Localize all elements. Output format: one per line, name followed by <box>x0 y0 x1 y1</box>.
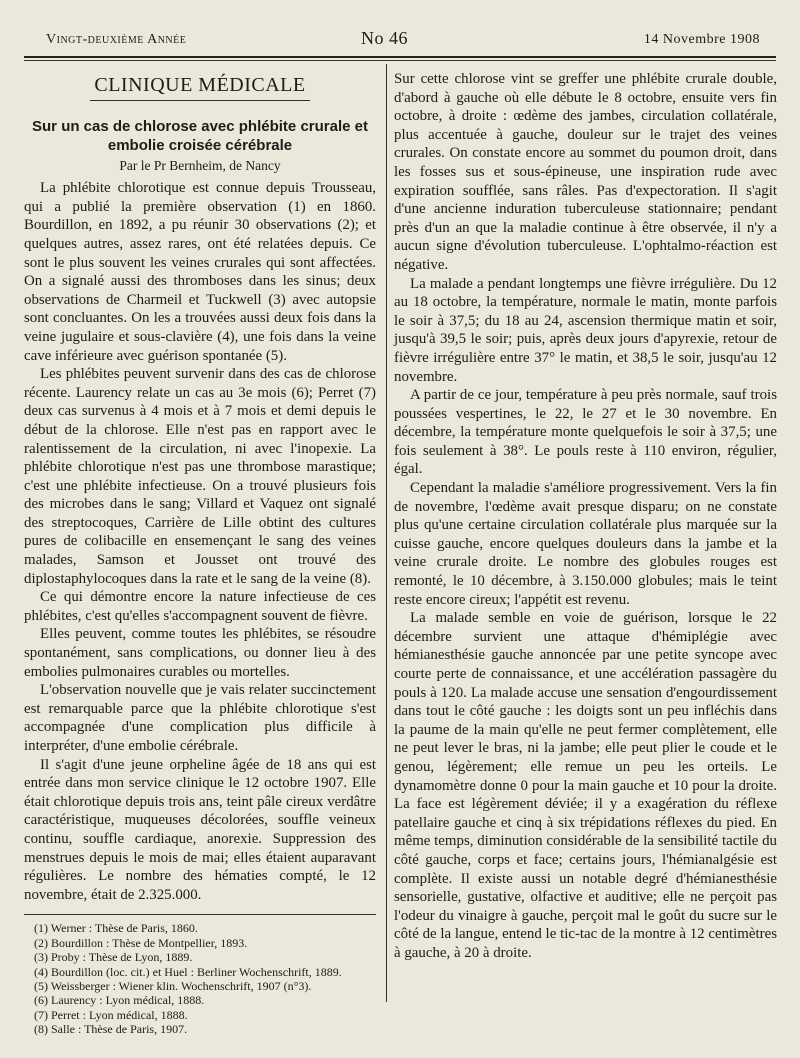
section-title: CLINIQUE MÉDICALE <box>90 76 310 101</box>
right-column <box>394 70 777 963</box>
paragraph: La phlébite chlorotique est connue depuis Trousseau, qui a publié la première observation (1) en 1860. Bourdillon, en 1892, a pu réunir 30 observations (2); et quelques autres, assez rares, ont été relatées depuis. Ce sont le plus souvent les veines crurales qui sont affectées. On a signalé aussi des thromboses dans les sinus; deux observations de Charmeil et Tuckwell (3) avec autopsie sont concluantes. On les a trouvées aussi deux fois dans la veine jugulaire et sous-clavière (4), une fois dans la veine cave inférieure avec guérison spontanée (5). <box>24 180 376 364</box>
paragraph: L'observation nouvelle que je vais relater succinctement est remarquable parce que la phlébite chlorotique s'est accompagnée d'une complication plus difficile à interpréter, d'une embolie cérébrale. <box>24 682 376 754</box>
paragraph: Il s'agit d'une jeune orpheline âgée de 18 ans qui est entrée dans mon service clinique le 12 octobre 1907. Elle était chlorotique depuis trois ans, teint pâle cireux verdâtre caractéristique, muqueuses décolorées, souffle veineux continu, souffle cardiaque, anorexie. Suppression des menstrues depuis le mois de mai; elles étaient auparavant régulières. Le nombre des hématies compté, le 12 novembre, était de 2.325.000. <box>24 756 376 903</box>
paragraph: A partir de ce jour, température à peu près normale, sauf trois poussées vespertines, le 22, le 27 et le 30 novembre. En décembre, la température monte quelquefois le soir à 37,5; une fois seulement à 38°. Le pouls reste à 110 environ, régulier, égal. <box>394 387 777 478</box>
header-rule <box>24 56 776 58</box>
footnotes <box>24 921 376 1036</box>
byline: Par le Pr Bernheim, de Nancy <box>119 157 281 173</box>
footnote-rule <box>24 914 376 915</box>
paragraph: Cependant la maladie s'améliore progressivement. Vers la fin de novembre, l'œdème avait presque disparu; on ne constate plus qu'une certaine circulation collatérale plus marquée sur la cuisse gauche, encore quelques douleurs dans la jambe et la veine crurale droite. Le nombre des globules rouges est remonté, le 10 décembre, à 3.150.000 globules; mais le teint reste encore cireux; l'appétit est revenu. <box>394 480 777 608</box>
article-title: Sur un cas de chlorose avec phlébite crurale et embolie croisée cérébrale <box>32 117 368 154</box>
footnote: (6) Laurency : Lyon médical, 1888. <box>34 993 205 1008</box>
left-column <box>24 70 376 1037</box>
footnote: (7) Perret : Lyon médical, 1888. <box>34 1007 188 1022</box>
footnote: (8) Salle : Thèse de Paris, 1907. <box>34 1022 188 1037</box>
paragraph: La malade semble en voie de guérison, lorsque le 22 décembre survient une attaque d'hémiplégie avec hémianesthésie gauche annoncée par une petite syncope avec courte perte de connaissance, et une accélération passagère du pouls à 120. La malade accuse une sensation d'engourdissement dans tout le côté gauche : les doigts sont un peu infléchis dans la paume de la main qu'elle ne peut fermer complètement, elle ne peut lever le bras, ni la jambe; elle peut plier le coude et le genou, légèrement; elle remue un peu les orteils. Le dynamomètre donne 0 pour la main gauche et 10 pour la droite. La face est légèrement déviée; il y a exagération du réflexe patellaire gauche et cinq à six trépidations réflexes du pied. En même temps, diminution considérable de la sensibilité tactile du côté gauche, corps et face; certains jours, l'hémianalgésie est complète. Il existe aussi un notable degré d'hémianesthésie sensorielle, gustative, olfactive et auditive; elle ne perçoit pas l'odeur du vinaigre à gauche, perçoit mal le goût du sucre sur le côté de la langue, entend le tic-tac de la montre à 12 centimètres à gauche, à 20 à droite. <box>394 610 777 961</box>
footnote: (3) Proby : Thèse de Lyon, 1889. <box>34 950 193 965</box>
footnote: (5) Weissberger : Wiener klin. Wochenschrift, 1907 (n°3). <box>34 978 312 993</box>
page-header <box>26 28 774 50</box>
paragraph: Ce qui démontre encore la nature infectieuse de ces phlébites, c'est qu'elles s'accompagnent souvent de fièvre. <box>24 589 376 624</box>
column-divider <box>386 64 387 1002</box>
header-rule-thin <box>24 60 776 61</box>
footnote: (1) Werner : Thèse de Paris, 1860. <box>34 921 198 936</box>
paragraph: Sur cette chlorose vint se greffer une phlébite crurale double, d'abord à gauche où elle débute le 8 octobre, ensuite vers fin octobre, à droite : œdème des jambes, circulation collatérale, plus accentuée à gauche, douleur sur le trajet des veines crurales. On constate encore au sommet du poumon droit, dans les fosses sus et sous-épineuse, une inspiration rude avec expiration soufflée, sans râles. Pas d'expectoration. Il s'agit d'une ancienne induration tuberculeuse stationnaire; pendant près d'un an que la maladie continue à être observée, il n'y a aucun signe d'évolution tuberculeuse. L'ophtalmo-réaction est négative. <box>394 71 777 273</box>
paragraph: La malade a pendant longtemps une fièvre irrégulière. Du 12 au 18 octobre, la température, normale le matin, monte parfois le soir à 37,5; du 18 au 24, ascension thermique matin et soir, jusqu'à 39,5 le soir; puis, après deux jours d'apyrexie, retour de fièvre irrégulière entre 37° le matin, et 38,5 le soir, jusqu'au 12 novembre. <box>394 275 777 385</box>
issue-date: 14 Novembre 1908 <box>643 32 760 47</box>
issue-number: No 46 <box>361 28 408 48</box>
paragraph: Les phlébites peuvent survenir dans des cas de chlorose récente. Laurency relate un cas au 3e mois (6); Perret (7) deux cas survenus à 4 mois et à 7 mois et demi depuis le début de la chlorose. Elle n'est pas en rapport avec le ralentissement de la circulation, ni avec l'inopexie. La phlébite chlorotique n'est pas une thrombose marastique; c'est une phlébite infectieuse. On a trouvé plusieurs fois des microbes dans le sang; Villard et Vaquez ont signalé des streptocoques, Carrière de Lille obtint des cultures pures de colibacille en ensemençant le sang des veines malades, Samson et Jousset ont trouvé des diplostaphylocoques dans la rate et le sang de la veine (8). <box>24 366 376 587</box>
footnote: (4) Bourdillon (loc. cit.) et Huel : Berliner Wochenschrift, 1889. <box>34 964 342 979</box>
volume-label: Vingt-deuxième Année <box>46 32 187 47</box>
footnote: (2) Bourdillon : Thèse de Montpellier, 1893. <box>34 935 248 950</box>
paragraph: Elles peuvent, comme toutes les phlébites, se résoudre spontanément, sans complications, ou donner lieu à des embolies pulmonaires curables ou mortelles. <box>24 626 376 680</box>
